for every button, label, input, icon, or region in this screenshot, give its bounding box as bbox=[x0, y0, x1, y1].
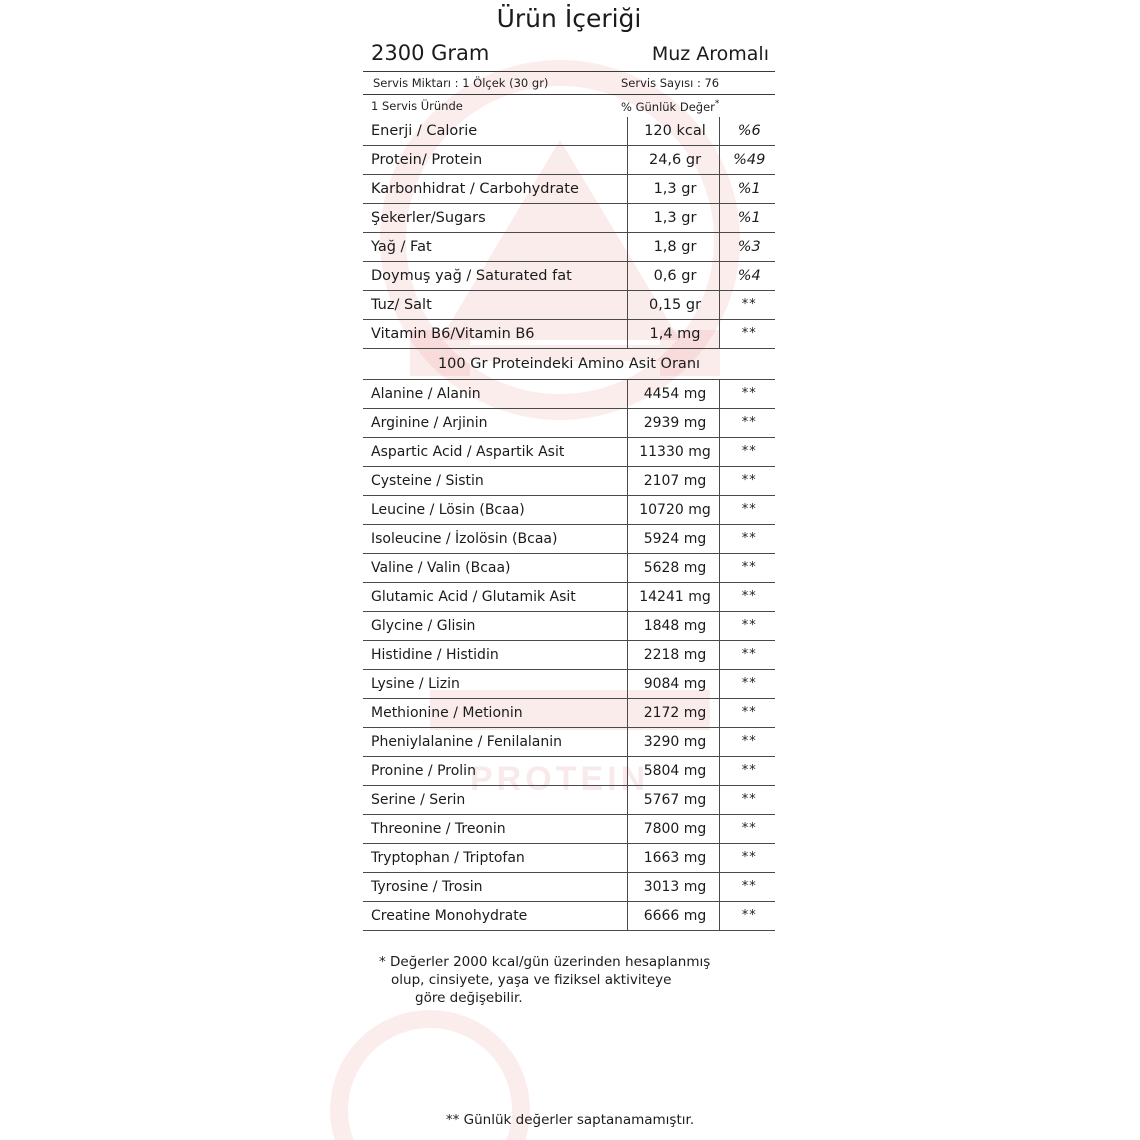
amino-name: Aspartic Acid / Aspartik Asit bbox=[363, 437, 627, 466]
serving-amount: Servis Miktarı : 1 Ölçek (30 gr) bbox=[373, 76, 549, 90]
amino-daily-value: ** bbox=[719, 582, 775, 611]
amino-value: 1848 mg bbox=[627, 611, 719, 640]
product-flavor: Muz Aromalı bbox=[651, 43, 769, 65]
table-row bbox=[363, 785, 775, 814]
amino-value: 3290 mg bbox=[627, 727, 719, 756]
footnote-line-3: göre değişebilir. bbox=[415, 990, 523, 1007]
amino-name: Threonine / Treonin bbox=[363, 814, 627, 843]
amino-name: Alanine / Alanin bbox=[363, 379, 627, 408]
amino-daily-value: ** bbox=[719, 640, 775, 669]
table-row bbox=[363, 145, 775, 174]
table-row bbox=[363, 582, 775, 611]
footnote-line-2: olup, cinsiyete, yaşa ve fiziksel aktiviteye bbox=[391, 972, 672, 989]
daily-value-header-asterisk: * bbox=[714, 99, 720, 109]
amino-value: 5628 mg bbox=[627, 553, 719, 582]
serving-info-row bbox=[363, 72, 775, 94]
nutrient-name: Şekerler/Sugars bbox=[363, 203, 627, 232]
amino-daily-value: ** bbox=[719, 524, 775, 553]
amino-daily-value: ** bbox=[719, 553, 775, 582]
amino-name: Tryptophan / Triptofan bbox=[363, 843, 627, 872]
amino-value: 11330 mg bbox=[627, 437, 719, 466]
amino-section-header: 100 Gr Proteindeki Amino Asit Oranı bbox=[363, 348, 775, 379]
amino-daily-value: ** bbox=[719, 814, 775, 843]
table-row bbox=[363, 843, 775, 872]
amino-name: Arginine / Arjinin bbox=[363, 408, 627, 437]
amino-name: Valine / Valin (Bcaa) bbox=[363, 553, 627, 582]
amino-name: Serine / Serin bbox=[363, 785, 627, 814]
amino-name: Glycine / Glisin bbox=[363, 611, 627, 640]
amino-value: 2172 mg bbox=[627, 698, 719, 727]
table-row bbox=[363, 640, 775, 669]
nutrient-daily-value: %3 bbox=[719, 232, 775, 261]
table-row bbox=[363, 698, 775, 727]
amino-daily-value: ** bbox=[719, 785, 775, 814]
nutrient-value: 120 kcal bbox=[627, 117, 719, 146]
amino-value: 5767 mg bbox=[627, 785, 719, 814]
amino-value: 2939 mg bbox=[627, 408, 719, 437]
per-serving-header: 1 Servis Üründe bbox=[371, 99, 463, 113]
amino-value: 7800 mg bbox=[627, 814, 719, 843]
amino-section-header-row bbox=[363, 348, 775, 379]
table-row bbox=[363, 611, 775, 640]
nutrient-value: 1,3 gr bbox=[627, 203, 719, 232]
table-row bbox=[363, 756, 775, 785]
amino-name: Pronine / Prolin bbox=[363, 756, 627, 785]
nutrient-name: Karbonhidrat / Carbohydrate bbox=[363, 174, 627, 203]
nutrition-label bbox=[363, 0, 775, 1007]
product-weight: 2300 Gram bbox=[371, 41, 490, 65]
nutrient-daily-value: %1 bbox=[719, 203, 775, 232]
amino-daily-value: ** bbox=[719, 727, 775, 756]
amino-name: Cysteine / Sistin bbox=[363, 466, 627, 495]
table-row bbox=[363, 669, 775, 698]
nutrient-daily-value: ** bbox=[719, 319, 775, 348]
amino-value: 5804 mg bbox=[627, 756, 719, 785]
nutrition-table-body bbox=[363, 117, 775, 931]
table-row bbox=[363, 524, 775, 553]
table-row bbox=[363, 174, 775, 203]
amino-name: Tyrosine / Trosin bbox=[363, 872, 627, 901]
nutrient-value: 0,15 gr bbox=[627, 290, 719, 319]
column-headers-row bbox=[363, 95, 775, 117]
table-row bbox=[363, 872, 775, 901]
amino-value: 10720 mg bbox=[627, 495, 719, 524]
amino-daily-value: ** bbox=[719, 698, 775, 727]
amino-daily-value: ** bbox=[719, 843, 775, 872]
page-title: Ürün İçeriği bbox=[496, 4, 642, 33]
amino-daily-value: ** bbox=[719, 495, 775, 524]
table-row bbox=[363, 203, 775, 232]
nutrient-value: 1,4 mg bbox=[627, 319, 719, 348]
amino-name: Histidine / Histidin bbox=[363, 640, 627, 669]
daily-value-header-wrap bbox=[621, 99, 771, 114]
footnote-daily-values bbox=[363, 931, 775, 1008]
amino-value: 2107 mg bbox=[627, 466, 719, 495]
nutrient-name: Vitamin B6/Vitamin B6 bbox=[363, 319, 627, 348]
amino-name: Lysine / Lizin bbox=[363, 669, 627, 698]
amino-daily-value: ** bbox=[719, 756, 775, 785]
table-row bbox=[363, 261, 775, 290]
nutrient-daily-value: %6 bbox=[719, 117, 775, 146]
amino-value: 5924 mg bbox=[627, 524, 719, 553]
table-row bbox=[363, 727, 775, 756]
nutrient-daily-value: %1 bbox=[719, 174, 775, 203]
nutrient-name: Yağ / Fat bbox=[363, 232, 627, 261]
table-row bbox=[363, 466, 775, 495]
amino-value: 6666 mg bbox=[627, 901, 719, 930]
nutrient-name: Enerji / Calorie bbox=[363, 117, 627, 146]
amino-name: Pheniylalanine / Fenilalanin bbox=[363, 727, 627, 756]
amino-value: 4454 mg bbox=[627, 379, 719, 408]
amino-value: 14241 mg bbox=[627, 582, 719, 611]
amino-name: Isoleucine / İzolösin (Bcaa) bbox=[363, 524, 627, 553]
amino-daily-value: ** bbox=[719, 437, 775, 466]
nutrient-name: Protein/ Protein bbox=[363, 145, 627, 174]
nutrient-value: 1,3 gr bbox=[627, 174, 719, 203]
amino-name: Glutamic Acid / Glutamik Asit bbox=[363, 582, 627, 611]
amino-daily-value: ** bbox=[719, 872, 775, 901]
amino-daily-value: ** bbox=[719, 466, 775, 495]
table-row bbox=[363, 290, 775, 319]
amino-daily-value: ** bbox=[719, 408, 775, 437]
table-row bbox=[363, 814, 775, 843]
amino-value: 1663 mg bbox=[627, 843, 719, 872]
amino-name: Leucine / Lösin (Bcaa) bbox=[363, 495, 627, 524]
table-row bbox=[363, 553, 775, 582]
amino-value: 9084 mg bbox=[627, 669, 719, 698]
table-row bbox=[363, 408, 775, 437]
amino-daily-value: ** bbox=[719, 901, 775, 930]
serving-count: Servis Sayısı : 76 bbox=[621, 76, 720, 90]
footnote-line-1: * Değerler 2000 kcal/gün üzerinden hesaplanmış bbox=[379, 953, 711, 970]
table-row bbox=[363, 117, 775, 146]
table-row bbox=[363, 319, 775, 348]
footnote-unknown-daily-values: ** Günlük değerler saptanamamıştır. bbox=[445, 1112, 695, 1128]
watermark-brand-text: PROTEIN bbox=[470, 760, 650, 798]
table-row bbox=[363, 232, 775, 261]
amino-daily-value: ** bbox=[719, 611, 775, 640]
amino-name: Methionine / Metionin bbox=[363, 698, 627, 727]
nutrient-daily-value: %49 bbox=[719, 145, 775, 174]
table-row bbox=[363, 379, 775, 408]
nutrition-table bbox=[363, 117, 775, 931]
amino-daily-value: ** bbox=[719, 379, 775, 408]
nutrient-daily-value: %4 bbox=[719, 261, 775, 290]
nutrient-value: 24,6 gr bbox=[627, 145, 719, 174]
nutrient-name: Tuz/ Salt bbox=[363, 290, 627, 319]
nutrient-value: 1,8 gr bbox=[627, 232, 719, 261]
nutrient-daily-value: ** bbox=[719, 290, 775, 319]
amino-value: 2218 mg bbox=[627, 640, 719, 669]
table-row bbox=[363, 901, 775, 930]
table-row bbox=[363, 437, 775, 466]
nutrient-value: 0,6 gr bbox=[627, 261, 719, 290]
amino-daily-value: ** bbox=[719, 669, 775, 698]
amino-name: Creatine Monohydrate bbox=[363, 901, 627, 930]
table-row bbox=[363, 495, 775, 524]
nutrient-name: Doymuş yağ / Saturated fat bbox=[363, 261, 627, 290]
daily-value-header: % Günlük Değer bbox=[621, 99, 715, 114]
amino-value: 3013 mg bbox=[627, 872, 719, 901]
product-header bbox=[363, 41, 775, 71]
